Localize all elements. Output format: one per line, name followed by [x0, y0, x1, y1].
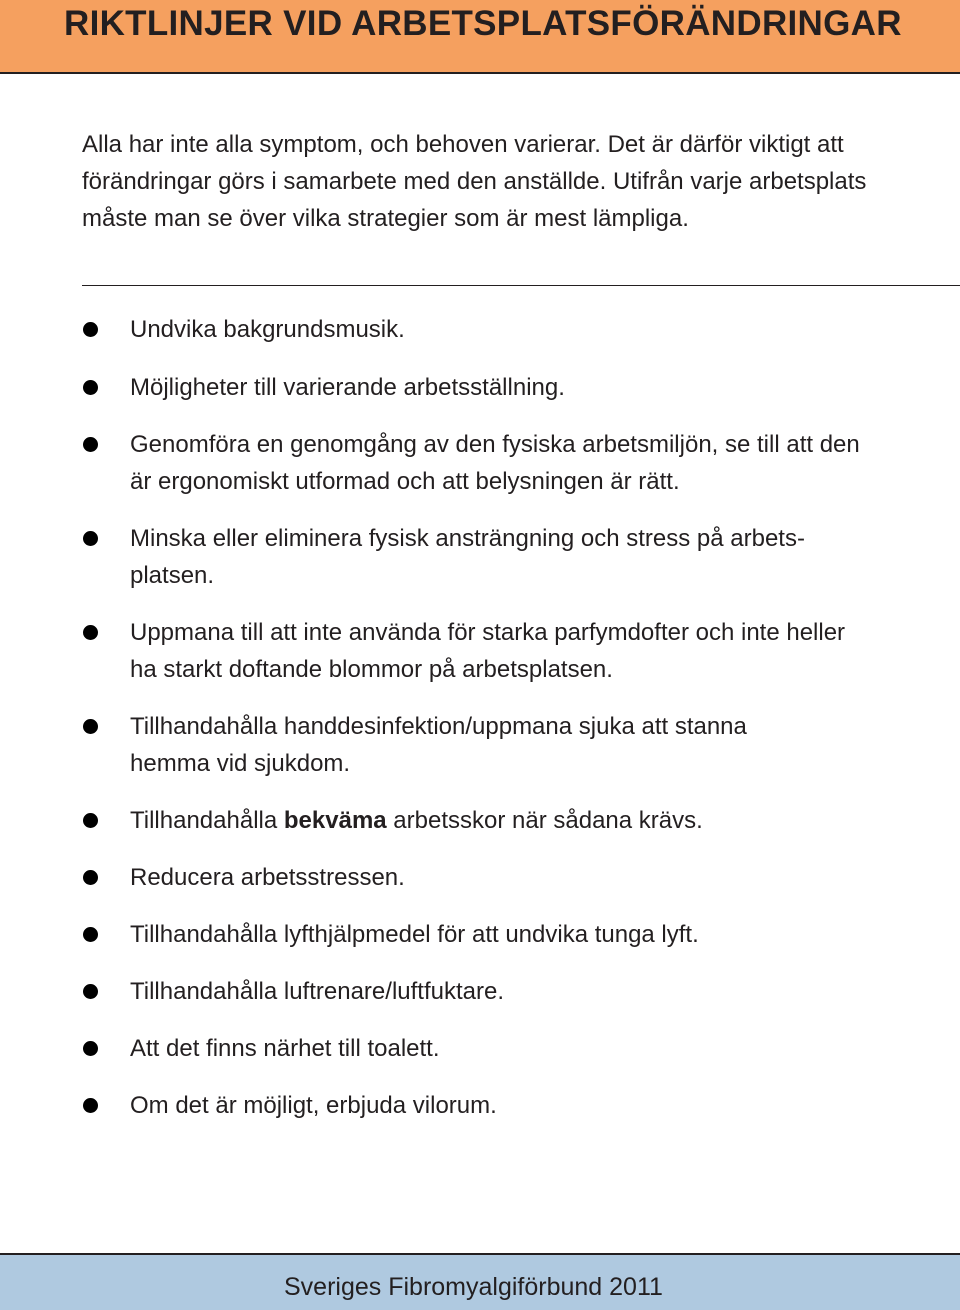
guideline-item: [130, 859, 890, 896]
guideline-text: Genomföra en genomgång av den fysiska arbetsmiljön, se till att den är ergonomiskt utformad och att belysningen är rätt.: [130, 431, 860, 495]
bullet-icon: [83, 870, 98, 885]
bullet-icon: [83, 1098, 98, 1113]
guideline-item: [130, 1087, 890, 1124]
footer-credit: Sveriges Fibromyalgiförbund 2011: [284, 1273, 663, 1301]
bullet-icon: [83, 625, 98, 640]
guideline-item: [130, 614, 850, 688]
guideline-text: Att det finns närhet till toalett.: [130, 1035, 440, 1062]
guideline-text: Uppmana till att inte använda för starka parfymdofter och inte heller ha starkt doftande blommor på arbetsplatsen.: [130, 619, 846, 683]
bullet-icon: [83, 437, 98, 452]
guideline-item: [130, 973, 890, 1010]
guideline-item: [130, 369, 890, 406]
intro-paragraph: Alla har inte alla symptom, och behoven varierar. Det är därför viktigt att förändringar görs i samarbete med den anställde. Utifrån varje arbetsplats måste man se över vilka strategier som är mest lämpliga.: [82, 131, 867, 232]
guideline-text: Tillhandahålla luftrenare/luftfuktare.: [130, 978, 504, 1005]
emphasis-text: bekväma: [283, 807, 387, 834]
guideline-text: Om det är möjligt, erbjuda vilorum.: [130, 1092, 497, 1119]
guideline-text: Tillhandahålla bekväma arbetsskor när sådana krävs.: [130, 807, 703, 834]
guideline-item: [130, 311, 890, 348]
guideline-item: [130, 520, 865, 594]
bullet-icon: [83, 719, 98, 734]
guideline-text: Minska eller eliminera fysisk ansträngning och stress på arbets-platsen.: [130, 525, 805, 589]
guideline-text: Reducera arbetsstressen.: [130, 864, 405, 891]
bullet-icon: [83, 813, 98, 828]
guideline-item: [130, 802, 890, 839]
guideline-item: [130, 1030, 890, 1067]
bullet-icon: [83, 380, 98, 395]
page-header: [0, 0, 960, 74]
guideline-text: Möjligheter till varierande arbetsställning.: [130, 374, 565, 401]
guideline-item: [130, 426, 875, 500]
guideline-item: [130, 916, 890, 953]
bullet-icon: [83, 531, 98, 546]
guideline-item: [130, 708, 820, 782]
bullet-icon: [83, 322, 98, 337]
guideline-text: Tillhandahålla lyfthjälpmedel för att undvika tunga lyft.: [130, 921, 699, 948]
section-divider: [82, 285, 960, 286]
page-title: RIKTLINJER VID ARBETSPLATSFÖRÄNDRINGAR: [64, 4, 902, 43]
bullet-icon: [83, 1041, 98, 1056]
bullet-icon: [83, 927, 98, 942]
guideline-text: Tillhandahålla handdesinfektion/uppmana sjuka att stanna hemma vid sjukdom.: [130, 713, 747, 777]
page-footer: [0, 1253, 960, 1310]
bullet-icon: [83, 984, 98, 999]
guideline-text: Undvika bakgrundsmusik.: [130, 316, 405, 343]
